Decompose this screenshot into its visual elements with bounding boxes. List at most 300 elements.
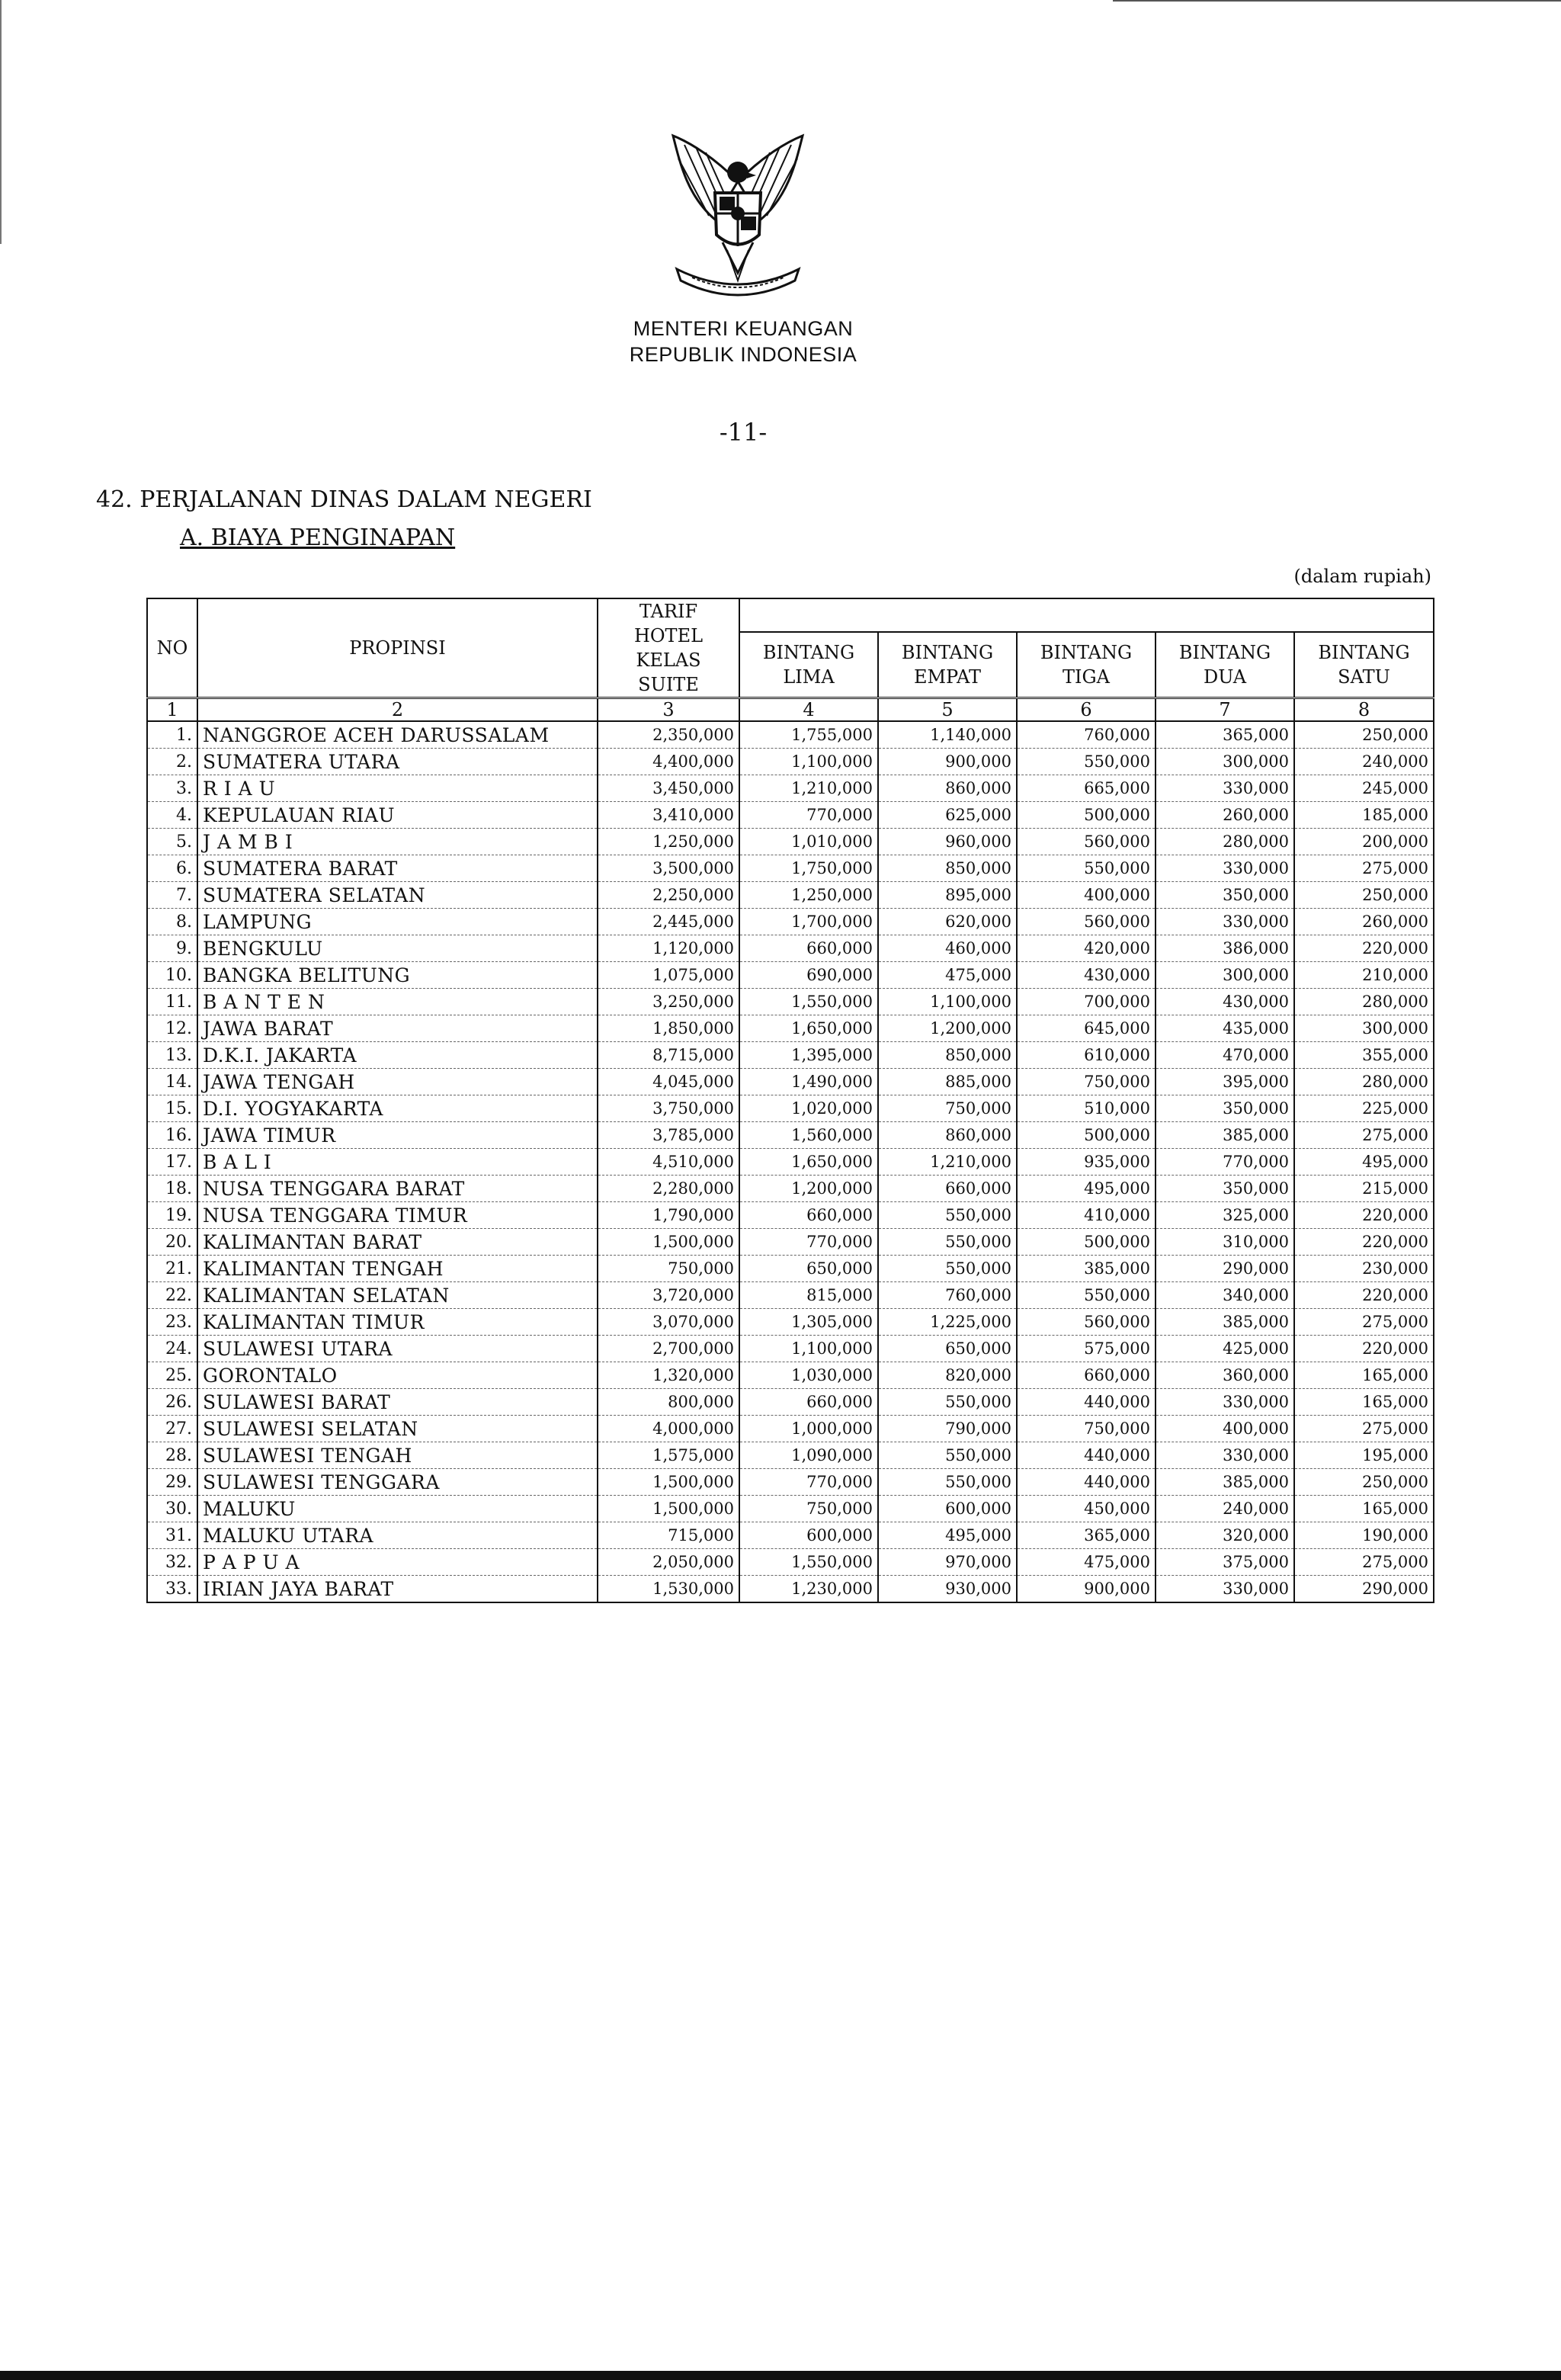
suite-rate: 3,410,000	[598, 802, 739, 829]
one-star-rate: 260,000	[1294, 909, 1434, 935]
suite-rate: 2,350,000	[598, 721, 739, 749]
province-name: NUSA TENGGARA TIMUR	[197, 1202, 598, 1229]
suite-rate: 4,510,000	[598, 1149, 739, 1176]
table-row	[147, 1069, 1434, 1095]
one-star-rate: 215,000	[1294, 1176, 1434, 1202]
one-star-rate: 275,000	[1294, 1416, 1434, 1442]
row-number: 13.	[147, 1042, 197, 1069]
two-star-rate: 470,000	[1156, 1042, 1294, 1069]
one-star-rate: 300,000	[1294, 1015, 1434, 1042]
province-name: D.I. YOGYAKARTA	[197, 1095, 598, 1122]
two-star-rate: 385,000	[1156, 1469, 1294, 1496]
four-star-rate: 790,000	[878, 1416, 1017, 1442]
table-row	[147, 1015, 1434, 1042]
table-row	[147, 1122, 1434, 1149]
three-star-rate: 610,000	[1017, 1042, 1156, 1069]
four-star-rate: 550,000	[878, 1442, 1017, 1469]
two-star-rate: 375,000	[1156, 1549, 1294, 1576]
column-number: 1	[147, 698, 197, 722]
one-star-rate: 275,000	[1294, 1309, 1434, 1336]
one-star-rate: 195,000	[1294, 1442, 1434, 1469]
four-star-rate: 1,225,000	[878, 1309, 1017, 1336]
col-header-three-star: BINTANG TIGA	[1017, 632, 1156, 698]
table-row	[147, 1256, 1434, 1282]
province-name: MALUKU UTARA	[197, 1522, 598, 1549]
province-name: NANGGROE ACEH DARUSSALAM	[197, 721, 598, 749]
table-row	[147, 1202, 1434, 1229]
one-star-rate: 220,000	[1294, 1202, 1434, 1229]
two-star-rate: 330,000	[1156, 909, 1294, 935]
row-number: 26.	[147, 1389, 197, 1416]
suite-rate: 4,400,000	[598, 749, 739, 775]
table-row	[147, 1336, 1434, 1362]
five-star-rate: 815,000	[739, 1282, 878, 1309]
five-star-rate: 1,250,000	[739, 882, 878, 909]
suite-rate: 1,500,000	[598, 1469, 739, 1496]
one-star-rate: 165,000	[1294, 1362, 1434, 1389]
star-group-header	[739, 598, 1434, 632]
one-star-rate: 275,000	[1294, 1549, 1434, 1576]
table-row	[147, 882, 1434, 909]
one-star-rate: 275,000	[1294, 1122, 1434, 1149]
one-star-rate: 280,000	[1294, 1069, 1434, 1095]
two-star-rate: 385,000	[1156, 1122, 1294, 1149]
three-star-rate: 495,000	[1017, 1176, 1156, 1202]
five-star-rate: 690,000	[739, 962, 878, 989]
four-star-rate: 660,000	[878, 1176, 1017, 1202]
one-star-rate: 165,000	[1294, 1389, 1434, 1416]
two-star-rate: 260,000	[1156, 802, 1294, 829]
suite-rate: 1,850,000	[598, 1015, 739, 1042]
suite-rate: 1,075,000	[598, 962, 739, 989]
five-star-rate: 1,210,000	[739, 775, 878, 802]
four-star-rate: 750,000	[878, 1095, 1017, 1122]
row-number: 4.	[147, 802, 197, 829]
suite-rate: 750,000	[598, 1256, 739, 1282]
five-star-rate: 1,650,000	[739, 1149, 878, 1176]
row-number: 18.	[147, 1176, 197, 1202]
scan-edge-top	[1113, 0, 1561, 2]
table-row	[147, 749, 1434, 775]
col-header-no: NO	[147, 598, 197, 698]
five-star-rate: 1,490,000	[739, 1069, 878, 1095]
row-number: 17.	[147, 1149, 197, 1176]
row-number: 24.	[147, 1336, 197, 1362]
two-star-rate: 395,000	[1156, 1069, 1294, 1095]
province-name: BANGKA BELITUNG	[197, 962, 598, 989]
four-star-rate: 550,000	[878, 1229, 1017, 1256]
two-star-rate: 340,000	[1156, 1282, 1294, 1309]
five-star-rate: 1,010,000	[739, 829, 878, 855]
four-star-rate: 475,000	[878, 962, 1017, 989]
province-name: KALIMANTAN BARAT	[197, 1229, 598, 1256]
two-star-rate: 385,000	[1156, 1309, 1294, 1336]
four-star-rate: 895,000	[878, 882, 1017, 909]
rate-table-body	[147, 721, 1434, 1602]
row-number: 16.	[147, 1122, 197, 1149]
unit-note: (dalam rupiah)	[1293, 566, 1431, 587]
suite-rate: 3,720,000	[598, 1282, 739, 1309]
row-number: 1.	[147, 721, 197, 749]
three-star-rate: 575,000	[1017, 1336, 1156, 1362]
suite-rate: 2,700,000	[598, 1336, 739, 1362]
three-star-rate: 750,000	[1017, 1416, 1156, 1442]
five-star-rate: 1,750,000	[739, 855, 878, 882]
one-star-rate: 185,000	[1294, 802, 1434, 829]
table-row	[147, 802, 1434, 829]
table-row	[147, 721, 1434, 749]
three-star-rate: 440,000	[1017, 1469, 1156, 1496]
suite-rate: 2,280,000	[598, 1176, 739, 1202]
suite-rate: 2,250,000	[598, 882, 739, 909]
row-number: 7.	[147, 882, 197, 909]
table-row	[147, 1522, 1434, 1549]
row-number: 25.	[147, 1362, 197, 1389]
three-star-rate: 430,000	[1017, 962, 1156, 989]
table-row	[147, 1389, 1434, 1416]
one-star-rate: 495,000	[1294, 1149, 1434, 1176]
four-star-rate: 900,000	[878, 749, 1017, 775]
province-name: SUMATERA SELATAN	[197, 882, 598, 909]
five-star-rate: 1,230,000	[739, 1576, 878, 1603]
four-star-rate: 620,000	[878, 909, 1017, 935]
row-number: 2.	[147, 749, 197, 775]
five-star-rate: 660,000	[739, 1202, 878, 1229]
two-star-rate: 310,000	[1156, 1229, 1294, 1256]
three-star-rate: 475,000	[1017, 1549, 1156, 1576]
four-star-rate: 860,000	[878, 775, 1017, 802]
two-star-rate: 365,000	[1156, 721, 1294, 749]
two-star-rate: 330,000	[1156, 855, 1294, 882]
col-header-province: PROPINSI	[197, 598, 598, 698]
table-row	[147, 1416, 1434, 1442]
four-star-rate: 625,000	[878, 802, 1017, 829]
four-star-rate: 495,000	[878, 1522, 1017, 1549]
one-star-rate: 250,000	[1294, 721, 1434, 749]
table-row	[147, 1362, 1434, 1389]
table-row	[147, 935, 1434, 962]
province-name: MALUKU	[197, 1496, 598, 1522]
one-star-rate: 290,000	[1294, 1576, 1434, 1603]
suite-rate: 1,500,000	[598, 1496, 739, 1522]
one-star-rate: 230,000	[1294, 1256, 1434, 1282]
five-star-rate: 1,560,000	[739, 1122, 878, 1149]
three-star-rate: 500,000	[1017, 1229, 1156, 1256]
row-number: 11.	[147, 989, 197, 1015]
col-header-suite: TARIF HOTEL KELAS SUITE	[598, 598, 739, 698]
province-name: KEPULAUAN RIAU	[197, 802, 598, 829]
three-star-rate: 550,000	[1017, 749, 1156, 775]
three-star-rate: 900,000	[1017, 1576, 1156, 1603]
four-star-rate: 1,100,000	[878, 989, 1017, 1015]
province-name: KALIMANTAN TENGAH	[197, 1256, 598, 1282]
four-star-rate: 600,000	[878, 1496, 1017, 1522]
subsection-title: A. BIAYA PENGINAPAN	[180, 524, 456, 551]
two-star-rate: 425,000	[1156, 1336, 1294, 1362]
four-star-rate: 860,000	[878, 1122, 1017, 1149]
col-header-two-star: BINTANG DUA	[1156, 632, 1294, 698]
province-name: SULAWESI SELATAN	[197, 1416, 598, 1442]
header-row-top	[147, 598, 1434, 632]
table-row	[147, 1549, 1434, 1576]
suite-rate: 1,530,000	[598, 1576, 739, 1603]
row-number: 32.	[147, 1549, 197, 1576]
province-name: JAWA BARAT	[197, 1015, 598, 1042]
suite-rate: 715,000	[598, 1522, 739, 1549]
three-star-rate: 560,000	[1017, 829, 1156, 855]
five-star-rate: 1,305,000	[739, 1309, 878, 1336]
five-star-rate: 770,000	[739, 1229, 878, 1256]
one-star-rate: 165,000	[1294, 1496, 1434, 1522]
four-star-rate: 550,000	[878, 1389, 1017, 1416]
scan-edge-left	[0, 0, 2, 244]
one-star-rate: 200,000	[1294, 829, 1434, 855]
four-star-rate: 1,140,000	[878, 721, 1017, 749]
five-star-rate: 1,700,000	[739, 909, 878, 935]
column-number: 7	[1156, 698, 1294, 722]
row-number: 10.	[147, 962, 197, 989]
suite-rate: 3,785,000	[598, 1122, 739, 1149]
five-star-rate: 1,200,000	[739, 1176, 878, 1202]
province-name: SULAWESI TENGGARA	[197, 1469, 598, 1496]
table-row	[147, 1442, 1434, 1469]
col-header-four-star: BINTANG EMPAT	[878, 632, 1017, 698]
suite-rate: 1,250,000	[598, 829, 739, 855]
five-star-rate: 750,000	[739, 1496, 878, 1522]
suite-rate: 3,250,000	[598, 989, 739, 1015]
table-row	[147, 829, 1434, 855]
two-star-rate: 300,000	[1156, 749, 1294, 775]
suite-rate: 8,715,000	[598, 1042, 739, 1069]
five-star-rate: 1,100,000	[739, 1336, 878, 1362]
three-star-rate: 665,000	[1017, 775, 1156, 802]
province-name: B A N T E N	[197, 989, 598, 1015]
one-star-rate: 220,000	[1294, 935, 1434, 962]
five-star-rate: 600,000	[739, 1522, 878, 1549]
province-name: GORONTALO	[197, 1362, 598, 1389]
table-row	[147, 1229, 1434, 1256]
one-star-rate: 280,000	[1294, 989, 1434, 1015]
row-number: 19.	[147, 1202, 197, 1229]
col-header-one-star: BINTANG SATU	[1294, 632, 1434, 698]
four-star-rate: 550,000	[878, 1469, 1017, 1496]
four-star-rate: 850,000	[878, 855, 1017, 882]
one-star-rate: 275,000	[1294, 855, 1434, 882]
row-number: 22.	[147, 1282, 197, 1309]
column-number-row	[147, 698, 1434, 722]
five-star-rate: 1,550,000	[739, 989, 878, 1015]
province-name: SULAWESI BARAT	[197, 1389, 598, 1416]
four-star-rate: 970,000	[878, 1549, 1017, 1576]
province-name: SUMATERA UTARA	[197, 749, 598, 775]
row-number: 3.	[147, 775, 197, 802]
three-star-rate: 660,000	[1017, 1362, 1156, 1389]
four-star-rate: 885,000	[878, 1069, 1017, 1095]
scan-edge-bottom	[0, 2371, 1561, 2380]
four-star-rate: 820,000	[878, 1362, 1017, 1389]
table-row	[147, 1149, 1434, 1176]
table-row	[147, 855, 1434, 882]
row-number: 23.	[147, 1309, 197, 1336]
province-name: KALIMANTAN TIMUR	[197, 1309, 598, 1336]
three-star-rate: 420,000	[1017, 935, 1156, 962]
table-row	[147, 1576, 1434, 1603]
suite-rate: 2,445,000	[598, 909, 739, 935]
suite-rate: 800,000	[598, 1389, 739, 1416]
three-star-rate: 560,000	[1017, 1309, 1156, 1336]
one-star-rate: 220,000	[1294, 1229, 1434, 1256]
province-name: P A P U A	[197, 1549, 598, 1576]
two-star-rate: 430,000	[1156, 989, 1294, 1015]
three-star-rate: 510,000	[1017, 1095, 1156, 1122]
one-star-rate: 355,000	[1294, 1042, 1434, 1069]
four-star-rate: 850,000	[878, 1042, 1017, 1069]
two-star-rate: 330,000	[1156, 1442, 1294, 1469]
hotel-rate-table	[146, 598, 1434, 1603]
table-row	[147, 989, 1434, 1015]
suite-rate: 3,450,000	[598, 775, 739, 802]
two-star-rate: 770,000	[1156, 1149, 1294, 1176]
five-star-rate: 1,650,000	[739, 1015, 878, 1042]
four-star-rate: 760,000	[878, 1282, 1017, 1309]
five-star-rate: 1,755,000	[739, 721, 878, 749]
row-number: 29.	[147, 1469, 197, 1496]
col-header-five-star: BINTANG LIMA	[739, 632, 878, 698]
suite-rate: 3,070,000	[598, 1309, 739, 1336]
two-star-rate: 350,000	[1156, 882, 1294, 909]
two-star-rate: 435,000	[1156, 1015, 1294, 1042]
column-number: 2	[197, 698, 598, 722]
suite-rate: 1,120,000	[598, 935, 739, 962]
province-name: JAWA TENGAH	[197, 1069, 598, 1095]
five-star-rate: 770,000	[739, 1469, 878, 1496]
four-star-rate: 1,200,000	[878, 1015, 1017, 1042]
province-name: NUSA TENGGARA BARAT	[197, 1176, 598, 1202]
suite-rate: 2,050,000	[598, 1549, 739, 1576]
three-star-rate: 400,000	[1017, 882, 1156, 909]
province-name: SULAWESI TENGAH	[197, 1442, 598, 1469]
column-number: 8	[1294, 698, 1434, 722]
suite-rate: 3,500,000	[598, 855, 739, 882]
table-row	[147, 1469, 1434, 1496]
one-star-rate: 245,000	[1294, 775, 1434, 802]
three-star-rate: 440,000	[1017, 1389, 1156, 1416]
four-star-rate: 1,210,000	[878, 1149, 1017, 1176]
three-star-rate: 385,000	[1017, 1256, 1156, 1282]
province-name: LAMPUNG	[197, 909, 598, 935]
row-number: 12.	[147, 1015, 197, 1042]
two-star-rate: 240,000	[1156, 1496, 1294, 1522]
column-number: 6	[1017, 698, 1156, 722]
two-star-rate: 360,000	[1156, 1362, 1294, 1389]
row-number: 15.	[147, 1095, 197, 1122]
two-star-rate: 300,000	[1156, 962, 1294, 989]
four-star-rate: 460,000	[878, 935, 1017, 962]
five-star-rate: 1,000,000	[739, 1416, 878, 1442]
province-name: J A M B I	[197, 829, 598, 855]
two-star-rate: 386,000	[1156, 935, 1294, 962]
row-number: 28.	[147, 1442, 197, 1469]
one-star-rate: 220,000	[1294, 1336, 1434, 1362]
three-star-rate: 500,000	[1017, 1122, 1156, 1149]
table-row	[147, 1042, 1434, 1069]
table-row	[147, 1496, 1434, 1522]
row-number: 5.	[147, 829, 197, 855]
three-star-rate: 550,000	[1017, 855, 1156, 882]
table-row	[147, 1095, 1434, 1122]
column-number: 3	[598, 698, 739, 722]
suite-rate: 4,000,000	[598, 1416, 739, 1442]
four-star-rate: 960,000	[878, 829, 1017, 855]
province-name: B A L I	[197, 1149, 598, 1176]
two-star-rate: 290,000	[1156, 1256, 1294, 1282]
column-number: 5	[878, 698, 1017, 722]
province-name: BENGKULU	[197, 935, 598, 962]
ministry-title: MENTERI KEUANGAN	[633, 317, 854, 340]
one-star-rate: 210,000	[1294, 962, 1434, 989]
table-row	[147, 1309, 1434, 1336]
two-star-rate: 350,000	[1156, 1095, 1294, 1122]
one-star-rate: 220,000	[1294, 1282, 1434, 1309]
province-name: KALIMANTAN SELATAN	[197, 1282, 598, 1309]
table-row	[147, 775, 1434, 802]
three-star-rate: 365,000	[1017, 1522, 1156, 1549]
one-star-rate: 250,000	[1294, 1469, 1434, 1496]
province-name: D.K.I. JAKARTA	[197, 1042, 598, 1069]
five-star-rate: 1,090,000	[739, 1442, 878, 1469]
five-star-rate: 650,000	[739, 1256, 878, 1282]
one-star-rate: 240,000	[1294, 749, 1434, 775]
three-star-rate: 450,000	[1017, 1496, 1156, 1522]
three-star-rate: 760,000	[1017, 721, 1156, 749]
table-row	[147, 909, 1434, 935]
province-name: SUMATERA BARAT	[197, 855, 598, 882]
suite-rate: 3,750,000	[598, 1095, 739, 1122]
five-star-rate: 1,395,000	[739, 1042, 878, 1069]
row-number: 8.	[147, 909, 197, 935]
page-number: -11-	[719, 418, 768, 447]
suite-rate: 1,320,000	[598, 1362, 739, 1389]
row-number: 21.	[147, 1256, 197, 1282]
three-star-rate: 550,000	[1017, 1282, 1156, 1309]
four-star-rate: 550,000	[878, 1256, 1017, 1282]
five-star-rate: 660,000	[739, 935, 878, 962]
two-star-rate: 350,000	[1156, 1176, 1294, 1202]
table-row	[147, 1176, 1434, 1202]
suite-rate: 1,575,000	[598, 1442, 739, 1469]
five-star-rate: 1,020,000	[739, 1095, 878, 1122]
two-star-rate: 325,000	[1156, 1202, 1294, 1229]
column-number: 4	[739, 698, 878, 722]
four-star-rate: 650,000	[878, 1336, 1017, 1362]
three-star-rate: 440,000	[1017, 1442, 1156, 1469]
two-star-rate: 280,000	[1156, 829, 1294, 855]
row-number: 31.	[147, 1522, 197, 1549]
five-star-rate: 1,030,000	[739, 1362, 878, 1389]
one-star-rate: 190,000	[1294, 1522, 1434, 1549]
three-star-rate: 560,000	[1017, 909, 1156, 935]
province-name: JAWA TIMUR	[197, 1122, 598, 1149]
five-star-rate: 660,000	[739, 1389, 878, 1416]
section-title: 42. PERJALANAN DINAS DALAM NEGERI	[96, 486, 592, 513]
suite-rate: 1,500,000	[598, 1229, 739, 1256]
three-star-rate: 750,000	[1017, 1069, 1156, 1095]
three-star-rate: 410,000	[1017, 1202, 1156, 1229]
five-star-rate: 770,000	[739, 802, 878, 829]
province-name: IRIAN JAYA BARAT	[197, 1576, 598, 1603]
three-star-rate: 645,000	[1017, 1015, 1156, 1042]
one-star-rate: 250,000	[1294, 882, 1434, 909]
